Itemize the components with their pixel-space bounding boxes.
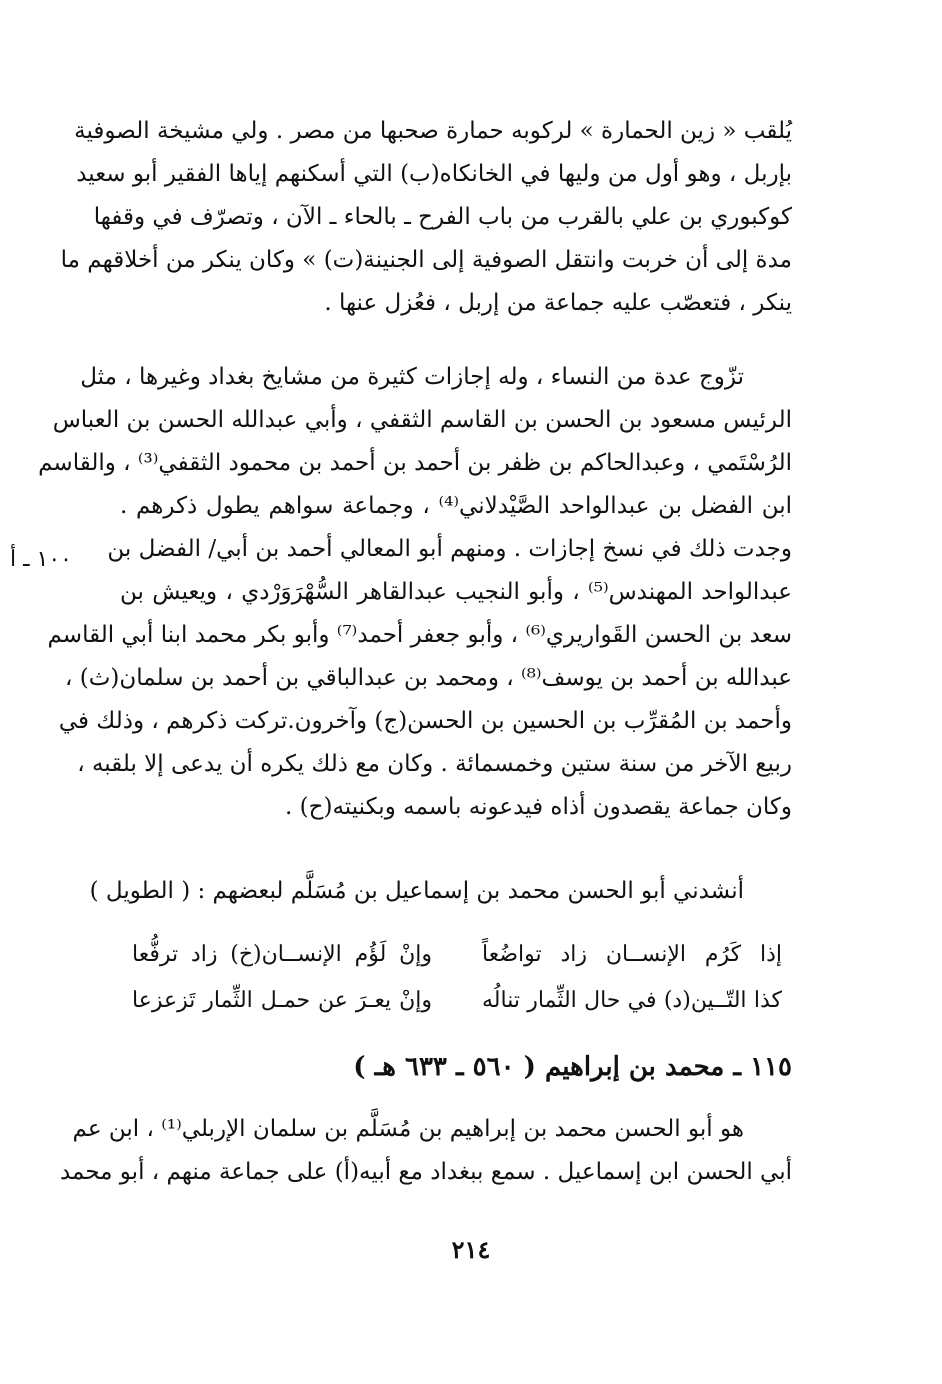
text-line: كوكبوري بن علي بالقرب من باب الفرح ـ بالحاء ـ الآن ، وتصرّف في وقفها <box>93 204 792 230</box>
text-line: ربيع الآخر من سنة ستين وخمسمائة . وكان مع ذلك يكره أن يدعى إلا بلقبه ، <box>77 751 792 777</box>
text-line: تزّوج عدة من النساء ، وله إجازات كثيرة من مشايخ بغداد وغيرها ، مثل <box>80 364 744 390</box>
text-line: مدة إلى أن خربت وانتقل الصوفية إلى الجنينة(ت) » وكان ينكر من أخلاقهم ما <box>60 247 792 273</box>
text-line: هو أبو الحسن محمد بن إبراهيم بن مُسَلَّم بن سلمان الإربلي⁽¹⁾ ، ابن عم <box>72 1116 744 1142</box>
text-line: وأحمد بن المُقرِّب بن الحسين بن الحسن(ج) وآخرون.تركت ذكرهم ، وذلك في <box>58 708 792 734</box>
text-line: وجدت ذلك في نسخ إجازات . ومنهم أبو المعالي أحمد بن أبي/ الفضل بن <box>107 536 792 562</box>
text-line: عبدالواحد المهندس⁽⁵⁾ ، وأبو النجيب عبدالقاهر السُّهْرَوَرْدي ، ويعيش بن <box>120 579 793 605</box>
entry-heading: ١١٥ ـ محمد بن إبراهيم ( ٥٦٠ ـ ٦٣٣ هـ ) <box>353 1052 792 1082</box>
text-line: وكان جماعة يقصدون أذاه فيدعونه باسمه وبكنيته(ح) . <box>285 794 792 820</box>
paragraph-entry-115 <box>59 1108 792 1194</box>
verse-first-hemistich: إذا كَرُم الإنســان زاد تواضُعاً <box>482 942 782 967</box>
text-line: ابن الفضل بن عبدالواحد الصَّيْدلاني⁽⁴⁾ ، وجماعة سواهم يطول ذكرهم . <box>120 493 793 519</box>
text-line: بإربل ، وهو أول من وليها في الخانكاه(ب) التي أسكنهم إياها الفقير أبو سعيد <box>76 161 792 187</box>
text-line: سعد بن الحسن القَواريري⁽⁶⁾ ، وأبو جعفر أحمد⁽⁷⁾ وأبو بكر محمد ابنا أبي القاسم <box>47 622 792 648</box>
text-line: عبدالله بن أحمد بن يوسف⁽⁸⁾ ، ومحمد بن عبدالباقي بن أحمد بن سلمان(ث) ، <box>65 665 792 691</box>
text-line: ينكر ، فتعصّب عليه جماعة من إربل ، فعُزل عنها . <box>324 290 792 316</box>
verse-line <box>132 932 782 978</box>
text-line: الرُسْتَمي ، وعبدالحاكم بن ظفر بن أحمد بن أحمد بن محمود الثقفي⁽³⁾ ، والقاسم <box>38 450 792 476</box>
verse-line <box>132 978 782 1024</box>
poem-verses <box>132 932 782 1024</box>
verse-second-hemistich: وإنْ لَؤُم الإنســان(خ) زاد ترفُّعا <box>132 942 432 967</box>
text-line: الرئيس مسعود بن الحسن بن القاسم الثقفي ، وأبي عبدالله الحسن بن العباس <box>52 407 792 433</box>
verse-second-hemistich: وإنْ يعـرَ عن حمـل الثِّمار تَزعزعا <box>132 988 432 1013</box>
verse-first-hemistich: كذا التّــين(د) في حال الثِّمار تنالُه <box>482 988 782 1013</box>
paragraph-poem-intro <box>89 870 792 913</box>
text-line: أنشدني أبو الحسن محمد بن إسماعيل بن مُسَلَّم لبعضهم : ( الطويل ) <box>89 878 744 904</box>
margin-folio-note: ١٠٠ ـ أ <box>10 547 72 572</box>
page-number: ٢١٤ <box>451 1235 491 1264</box>
text-line: أبي الحسن ابن إسماعيل . سمع ببغداد مع أبيه(أ) على جماعة منهم ، أبو محمد <box>59 1159 792 1185</box>
paragraph-biography-intro <box>60 110 792 325</box>
text-line: يُلقب « زين الحمارة » لركوبه حمارة صحبها من مصر . ولي مشيخة الصوفية <box>74 118 792 144</box>
